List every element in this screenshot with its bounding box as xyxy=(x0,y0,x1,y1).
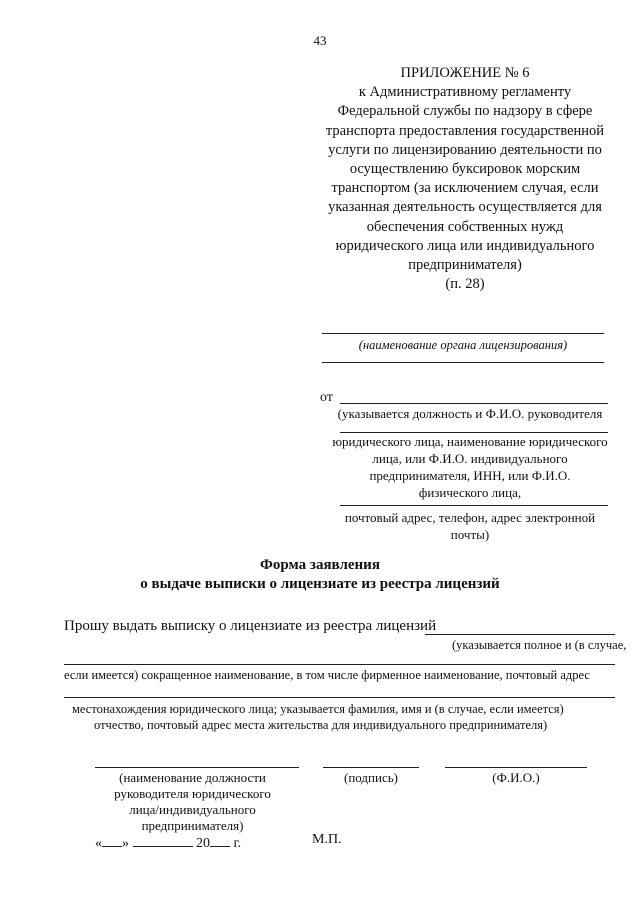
appendix-header xyxy=(300,64,630,294)
request-note-2: если имеется) сокращенное наименование, в том числе фирменное наименование, почтовый адрес xyxy=(64,668,590,682)
appendix-line: к Административному регламенту xyxy=(358,84,572,101)
applicant-caption-line: физического лица, xyxy=(418,485,522,500)
appendix-line: указанная деятельность осуществляется для xyxy=(328,199,602,216)
applicant-caption-line: предпринимателя, ИНН, или Ф.И.О. xyxy=(369,468,571,483)
appendix-line: предпринимателя) xyxy=(408,257,522,274)
signature-field-line xyxy=(323,767,419,768)
contact-caption-line: почты) xyxy=(450,527,490,542)
stamp-place: М.П. xyxy=(312,832,342,847)
applicant-contact-line xyxy=(340,505,608,506)
year-prefix: 20 xyxy=(196,836,210,851)
applicant-caption-line: лица, или Ф.И.О. индивидуального xyxy=(372,451,568,466)
appendix-line: осуществлению буксировок морским xyxy=(349,161,581,178)
applicant-caption-line: (указывается должность и Ф.И.О. руководителя xyxy=(337,406,603,421)
position-caption: (наименование должности руководителя юридического лица/индивидуального предпринимателя) xyxy=(114,770,271,833)
date-open-quote: « xyxy=(95,836,102,851)
name-field-line xyxy=(445,767,587,768)
contact-caption-line: почтовый адрес, телефон, адрес электронной xyxy=(344,510,596,525)
month-field xyxy=(133,832,193,847)
date-line xyxy=(95,832,241,852)
request-field-line-3 xyxy=(64,697,615,698)
applicant-caption-cont xyxy=(322,433,618,501)
applicant-field-line xyxy=(340,403,608,404)
applicant-contact-caption xyxy=(322,509,618,543)
appendix-clause: (п. 28) xyxy=(445,276,485,293)
page-number: 43 xyxy=(313,33,327,48)
appendix-line: транспортом (за исключением случая, если xyxy=(331,180,599,197)
addressee-field-line-2 xyxy=(322,362,604,363)
request-field-line xyxy=(425,634,615,635)
date-close-quote: » xyxy=(122,836,129,851)
appendix-line: обеспечения собственных нужд xyxy=(366,218,564,235)
addressee-caption: (наименование органа лицензирования) xyxy=(358,338,568,352)
position-field-line xyxy=(95,767,299,768)
appendix-line: услуги по лицензированию деятельности по xyxy=(328,141,602,158)
form-title xyxy=(40,556,600,594)
form-title-line-2: о выдаче выписки о лицензиате из реестра лицензий xyxy=(140,576,500,592)
appendix-line: Федеральной службы по надзору в сфере xyxy=(337,103,593,120)
year-suffix: г. xyxy=(233,836,242,851)
from-label: от xyxy=(320,390,333,405)
name-caption: (Ф.И.О.) xyxy=(492,770,540,785)
appendix-line: юридического лица или индивидуального xyxy=(335,237,595,254)
year-field xyxy=(210,832,230,847)
applicant-caption-line: юридического лица, наименование юридического xyxy=(332,434,608,449)
signature-caption: (подпись) xyxy=(344,770,398,785)
applicant-caption xyxy=(322,405,618,422)
request-note-4: отчество, почтовый адрес места жительства для индивидуального предпринимателя) xyxy=(94,718,548,732)
form-title-line-1: Форма заявления xyxy=(260,557,380,573)
request-field-line-2 xyxy=(64,664,615,665)
appendix-title: ПРИЛОЖЕНИЕ № 6 xyxy=(400,65,530,81)
request-note-3: местонахождения юридического лица; указывается фамилия, имя и (в случае, если имеется) xyxy=(72,702,564,716)
request-text: Прошу выдать выписку о лицензиате из реестра лицензий xyxy=(64,618,437,634)
day-field xyxy=(102,832,122,847)
appendix-line: транспорта предоставления государственной xyxy=(325,122,605,139)
request-note-1: (указывается полное и (в случае, xyxy=(452,638,627,652)
addressee-field-line xyxy=(322,333,604,334)
